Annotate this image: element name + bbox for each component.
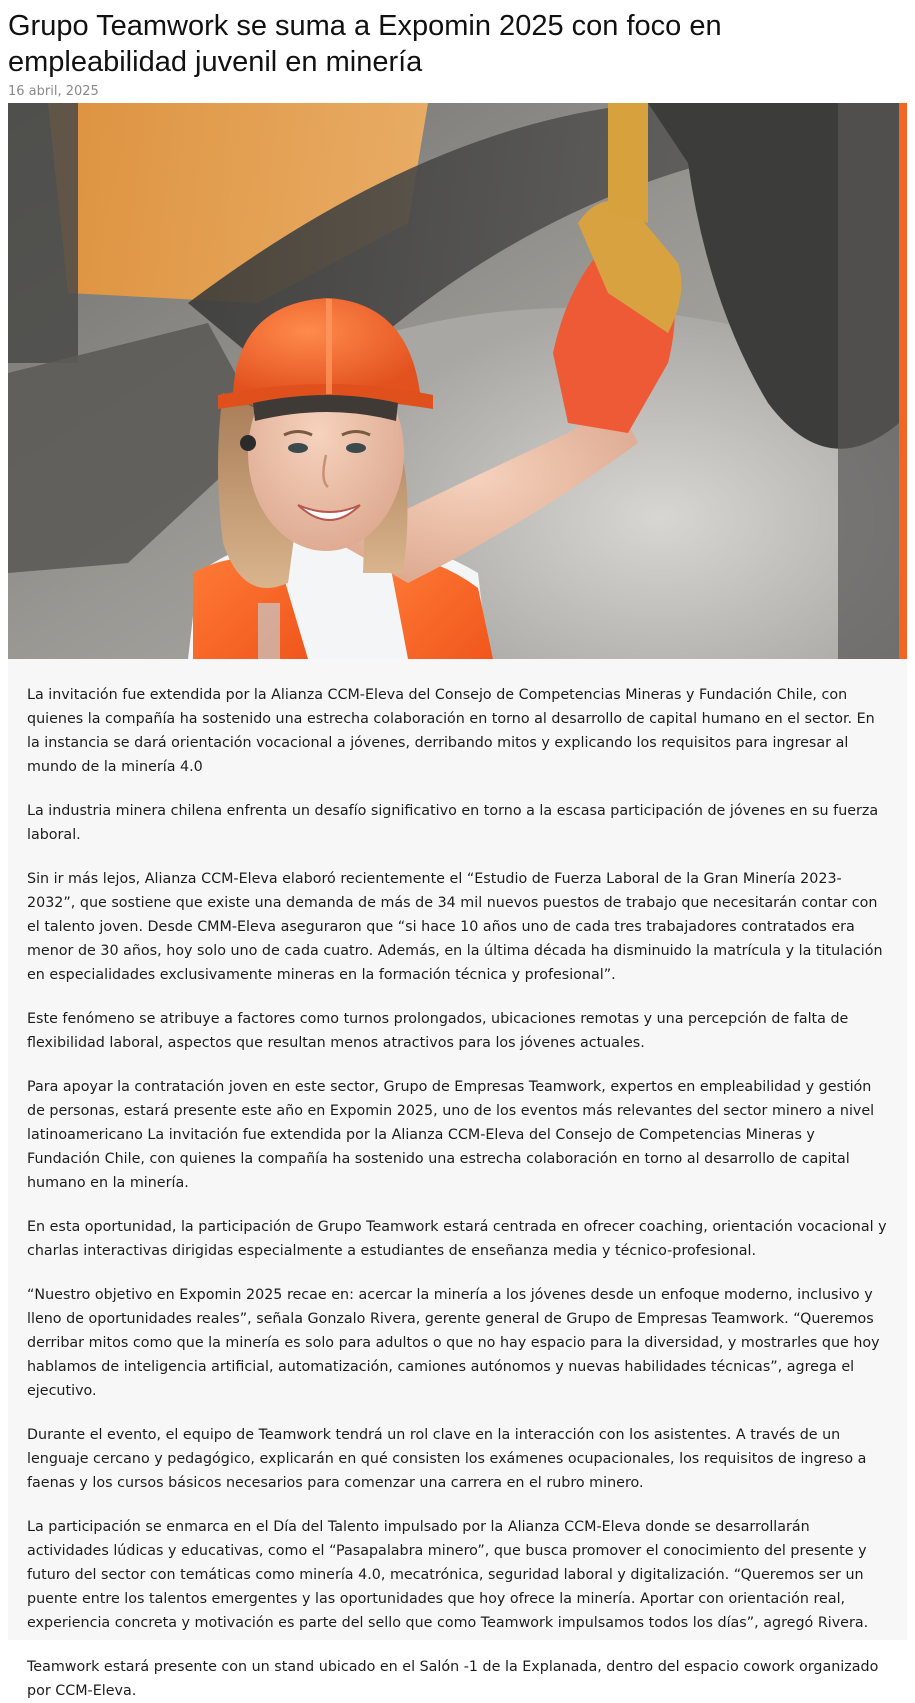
hero-accent-bar [899, 103, 907, 663]
hero-illustration [8, 103, 899, 659]
article-paragraph: Durante el evento, el equipo de Teamwork tendrá un rol clave en la interacción con los asistentes. A través de un lenguaje cercano y pedagógico, explicarán en qué consisten los exámenes ocupacionales, los requisitos de ingreso a faenas y los cursos básicos necesarios para comenzar una carrera en el rubro minero. [27, 1427, 867, 1491]
hero-image-container [8, 103, 907, 659]
article-paragraph: La invitación fue extendida por la Alianza CCM-Eleva del Consejo de Competencias Mineras y Fundación Chile, con quienes la compañía ha sostenido una estrecha colaboración en torno al desarrollo de capital humano en el sector. En la instancia se dará orientación vocacional a jóvenes, derribando mitos y explicando los requisitos para ingresar al mundo de la minería 4.0 [27, 687, 875, 775]
article-paragraph: Teamwork estará presente con un stand ubicado en el Salón -1 de la Explanada, dentro del espacio cowork organizado por CCM-Eleva. [27, 1659, 879, 1699]
hero-image [8, 103, 899, 659]
article-title: Grupo Teamwork se suma a Expomin 2025 con foco en empleabilidad juvenil en minería [8, 10, 722, 78]
article-paragraph: En esta oportunidad, la participación de Grupo Teamwork estará centrada en ofrecer coaching, orientación vocacional y charlas interactivas dirigidas especialmente a estudiantes de enseñanza media y técnico-profesional. [27, 1219, 887, 1259]
article-paragraph: “Nuestro objetivo en Expomin 2025 recae en: acercar la minería a los jóvenes desde un enfoque moderno, inclusivo y lleno de oportunidades reales”, señala Gonzalo Rivera, gerente general de Grupo de Empresas Teamwork. “Queremos derribar mitos como que la minería es solo para adultos o que no hay espacio para la diversidad, y mostrarles que hoy hablamos de inteligencia artificial, automatización, camiones autónomos y nuevas habilidades técnicas”, agrega el ejecutivo. [27, 1287, 880, 1399]
article-body [8, 659, 907, 1699]
article-date: 16 abril, 2025 [8, 84, 99, 99]
article-paragraph: Este fenómeno se atribuye a factores como turnos prolongados, ubicaciones remotas y una percepción de falta de flexibilidad laboral, aspectos que resultan menos atractivos para los jóvenes actuales. [27, 1011, 849, 1051]
article-paragraph: La participación se enmarca en el Día del Talento impulsado por la Alianza CCM-Eleva donde se desarrollarán actividades lúdicas y educativas, como el “Pasapalabra minero”, que busca promover el conocimiento del presente y futuro del sector con temáticas como minería 4.0, mecatrónica, seguridad laboral y digitalización. “Queremos ser un puente entre los talentos emergentes y las oportunidades que hoy ofrece la minería. Aportar con orientación real, experiencia concreta y motivación es parte del sello que como Teamwork impulsamos todos los días”, agregó Rivera. [27, 1519, 869, 1631]
article-paragraph: Sin ir más lejos, Alianza CCM-Eleva elaboró recientemente el “Estudio de Fuerza Laboral de la Gran Minería 2023-2032”, que sostiene que existe una demanda de más de 34 mil nuevos puestos de trabajo que necesitarán contar con el talento joven. Desde CMM-Eleva aseguraron que “si hace 10 años uno de cada tres trabajadores contratados era menor de 30 años, hoy solo uno de cada cuatro. Además, en la última década ha disminuido la matrícula y la titulación en especialidades exclusivamente mineras en la formación técnica y profesional”. [27, 871, 883, 983]
article-paragraph: La industria minera chilena enfrenta un desafío significativo en torno a la escasa participación de jóvenes en su fuerza laboral. [27, 803, 879, 843]
article-paragraph: Para apoyar la contratación joven en este sector, Grupo de Empresas Teamwork, expertos en empleabilidad y gestión de personas, estará presente este año en Expomin 2025, uno de los eventos más relevantes del sector minero a nivel latinoamericano La invitación fue extendida por la Alianza CCM-Eleva del Consejo de Competencias Mineras y Fundación Chile, con quienes la compañía ha sostenido una estrecha colaboración en torno al desarrollo de capital humano en la minería. [27, 1079, 875, 1191]
